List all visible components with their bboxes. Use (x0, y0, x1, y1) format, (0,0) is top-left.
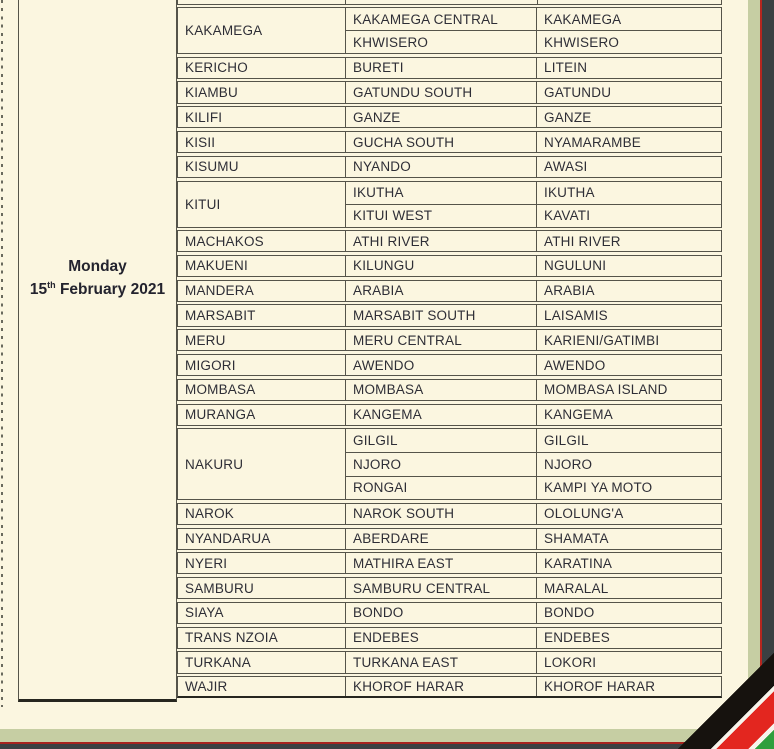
date-cell (18, 0, 177, 702)
right-charcoal-edge (762, 0, 774, 749)
county-cell: TRANS NZOIA (178, 628, 346, 648)
county-group-row (177, 57, 722, 79)
partial-ward-cell (538, 0, 721, 4)
county-group-row (177, 181, 722, 228)
table-row (346, 652, 721, 672)
constituency-cell: ATHI RIVER (346, 231, 537, 251)
table-row (346, 603, 721, 623)
table-row (346, 628, 721, 648)
county-cell: KERICHO (178, 58, 346, 78)
table-row (346, 182, 721, 204)
date-weekday: Monday (68, 258, 127, 275)
table-row (346, 380, 721, 400)
date-ordinal: th (47, 280, 56, 290)
constituency-cell: MOMBASA (346, 380, 537, 400)
table-row (346, 529, 721, 549)
ward-cell: NGULUNI (544, 258, 607, 274)
county-group-row (177, 280, 722, 302)
bottom-sage-strip (0, 729, 774, 742)
constituency-cell: NAROK SOUTH (346, 504, 537, 524)
kenya-flag-corner-decoration (678, 653, 774, 749)
county-cell: KIAMBU (178, 82, 346, 102)
county-cell: NYANDARUA (178, 529, 346, 549)
county-group-row (177, 156, 722, 178)
ward-cell: LAISAMIS (544, 308, 608, 324)
county-group-row (177, 552, 722, 574)
constituency-cell: ARABIA (346, 281, 537, 301)
constituency-cell: KILUNGU (346, 256, 537, 276)
ward-cell: ENDEBES (544, 630, 610, 646)
bottom-charcoal-edge (0, 744, 774, 749)
constituency-cell: KITUI WEST (346, 205, 537, 227)
date-month-year: February 2021 (55, 281, 166, 299)
date-day: 15 (29, 281, 48, 299)
county-group-row (177, 106, 722, 128)
table-row (346, 330, 721, 350)
county-group-row (177, 230, 722, 252)
table-row (346, 677, 721, 696)
county-group-row (177, 255, 722, 277)
ward-cell: KHOROF HARAR (544, 679, 656, 695)
schedule-table (177, 7, 722, 698)
table-row (346, 504, 721, 524)
table-row (346, 231, 721, 251)
left-cut-dotted-line (1, 0, 3, 707)
table-row (346, 429, 721, 452)
county-group-row (177, 329, 722, 351)
date-full (19, 276, 176, 299)
constituency-cell: GATUNDU SOUTH (346, 82, 537, 102)
county-cell: MACHAKOS (178, 231, 346, 251)
constituency-cell: ENDEBES (346, 628, 537, 648)
ward-cell: MARALAL (544, 580, 609, 596)
county-group-row (177, 404, 722, 426)
county-cell: NYERI (178, 553, 346, 573)
ward-cell: KAMPI YA MOTO (544, 480, 653, 496)
ward-cell: OLOLUNG'A (544, 506, 624, 522)
table-row (346, 107, 721, 127)
constituency-cell: NJORO (346, 453, 537, 476)
ward-cell: KHWISERO (544, 34, 620, 50)
table-row (346, 30, 721, 53)
constituency-cell: TURKANA EAST (346, 652, 537, 672)
constituency-cell: RONGAI (346, 477, 537, 500)
partial-constituency-cell (346, 0, 538, 4)
table-row (346, 405, 721, 425)
county-group-row (177, 379, 722, 401)
table-row (346, 58, 721, 78)
county-group-row (177, 131, 722, 153)
county-cell: TURKANA (178, 652, 346, 672)
county-group-row (177, 627, 722, 649)
table-row (346, 553, 721, 573)
county-cell: SAMBURU (178, 578, 346, 598)
table-row (346, 132, 721, 152)
ward-cell: BONDO (544, 605, 595, 621)
table-row (346, 476, 721, 500)
ward-cell: NJORO (544, 456, 593, 472)
ward-cell: KANGEMA (544, 407, 613, 423)
ward-cell: GATUNDU (544, 84, 612, 100)
constituency-cell: IKUTHA (346, 182, 537, 204)
constituency-cell: KHOROF HARAR (346, 677, 537, 696)
county-group-row (177, 304, 722, 326)
county-cell: NAROK (178, 504, 346, 524)
constituency-cell: MARSABIT SOUTH (346, 305, 537, 325)
ward-cell: KARATINA (544, 555, 613, 571)
right-sage-strip (748, 0, 760, 749)
ward-cell: SHAMATA (544, 531, 609, 547)
county-group-row (177, 577, 722, 599)
county-cell: KISII (178, 132, 346, 152)
table-row (346, 157, 721, 177)
table-row (346, 305, 721, 325)
ward-cell: LITEIN (544, 60, 588, 76)
constituency-cell: MERU CENTRAL (346, 330, 537, 350)
table-partial-top-row (177, 0, 722, 5)
ward-cell: MOMBASA ISLAND (544, 382, 668, 398)
county-cell: KITUI (178, 182, 346, 227)
table-row (346, 256, 721, 276)
constituency-cell: AWENDO (346, 355, 537, 375)
table-row (346, 82, 721, 102)
constituency-cell: GANZE (346, 107, 537, 127)
county-cell: MURANGA (178, 405, 346, 425)
ward-cell: ATHI RIVER (544, 233, 621, 249)
county-group-row (177, 354, 722, 376)
partial-county-cell (178, 0, 346, 4)
county-cell: MAKUENI (178, 256, 346, 276)
county-cell: KISUMU (178, 157, 346, 177)
constituency-cell: GUCHA SOUTH (346, 132, 537, 152)
constituency-cell: KAKAMEGA CENTRAL (346, 8, 537, 30)
ward-cell: KARIENI/GATIMBI (544, 332, 660, 348)
table-row (346, 204, 721, 227)
county-group-row (177, 7, 722, 54)
county-cell: MARSABIT (178, 305, 346, 325)
constituency-cell: KANGEMA (346, 405, 537, 425)
county-cell: WAJIR (178, 677, 346, 696)
ward-cell: GILGIL (544, 433, 589, 449)
constituency-cell: BURETI (346, 58, 537, 78)
county-group-row (177, 81, 722, 103)
county-cell: MOMBASA (178, 380, 346, 400)
county-cell: MANDERA (178, 281, 346, 301)
ward-cell: KAKAMEGA (544, 11, 622, 27)
constituency-cell: MATHIRA EAST (346, 553, 537, 573)
ward-cell: GANZE (544, 109, 592, 125)
table-row (346, 452, 721, 476)
county-group-row (177, 503, 722, 525)
county-cell: SIAYA (178, 603, 346, 623)
table-row (346, 355, 721, 375)
ward-cell: KAVATI (544, 208, 591, 223)
county-group-row (177, 428, 722, 500)
county-cell: KAKAMEGA (178, 8, 346, 53)
table-row (346, 8, 721, 30)
table-row (346, 281, 721, 301)
county-cell: KILIFI (178, 107, 346, 127)
ward-cell: IKUTHA (544, 185, 595, 200)
ward-cell: ARABIA (544, 283, 595, 299)
constituency-cell: GILGIL (346, 429, 537, 452)
constituency-cell: NYANDO (346, 157, 537, 177)
constituency-cell: ABERDARE (346, 529, 537, 549)
county-group-row (177, 528, 722, 550)
county-cell: MERU (178, 330, 346, 350)
ward-cell: LOKORI (544, 655, 597, 671)
constituency-cell: KHWISERO (346, 31, 537, 53)
constituency-cell: BONDO (346, 603, 537, 623)
county-group-row (177, 651, 722, 673)
county-cell: MIGORI (178, 355, 346, 375)
ward-cell: AWENDO (544, 357, 606, 373)
county-group-row (177, 602, 722, 624)
table-row (346, 578, 721, 598)
county-cell: NAKURU (178, 429, 346, 499)
ward-cell: NYAMARAMBE (544, 134, 642, 150)
ward-cell: AWASI (544, 159, 588, 175)
county-group-row (177, 676, 722, 698)
constituency-cell: SAMBURU CENTRAL (346, 578, 537, 598)
